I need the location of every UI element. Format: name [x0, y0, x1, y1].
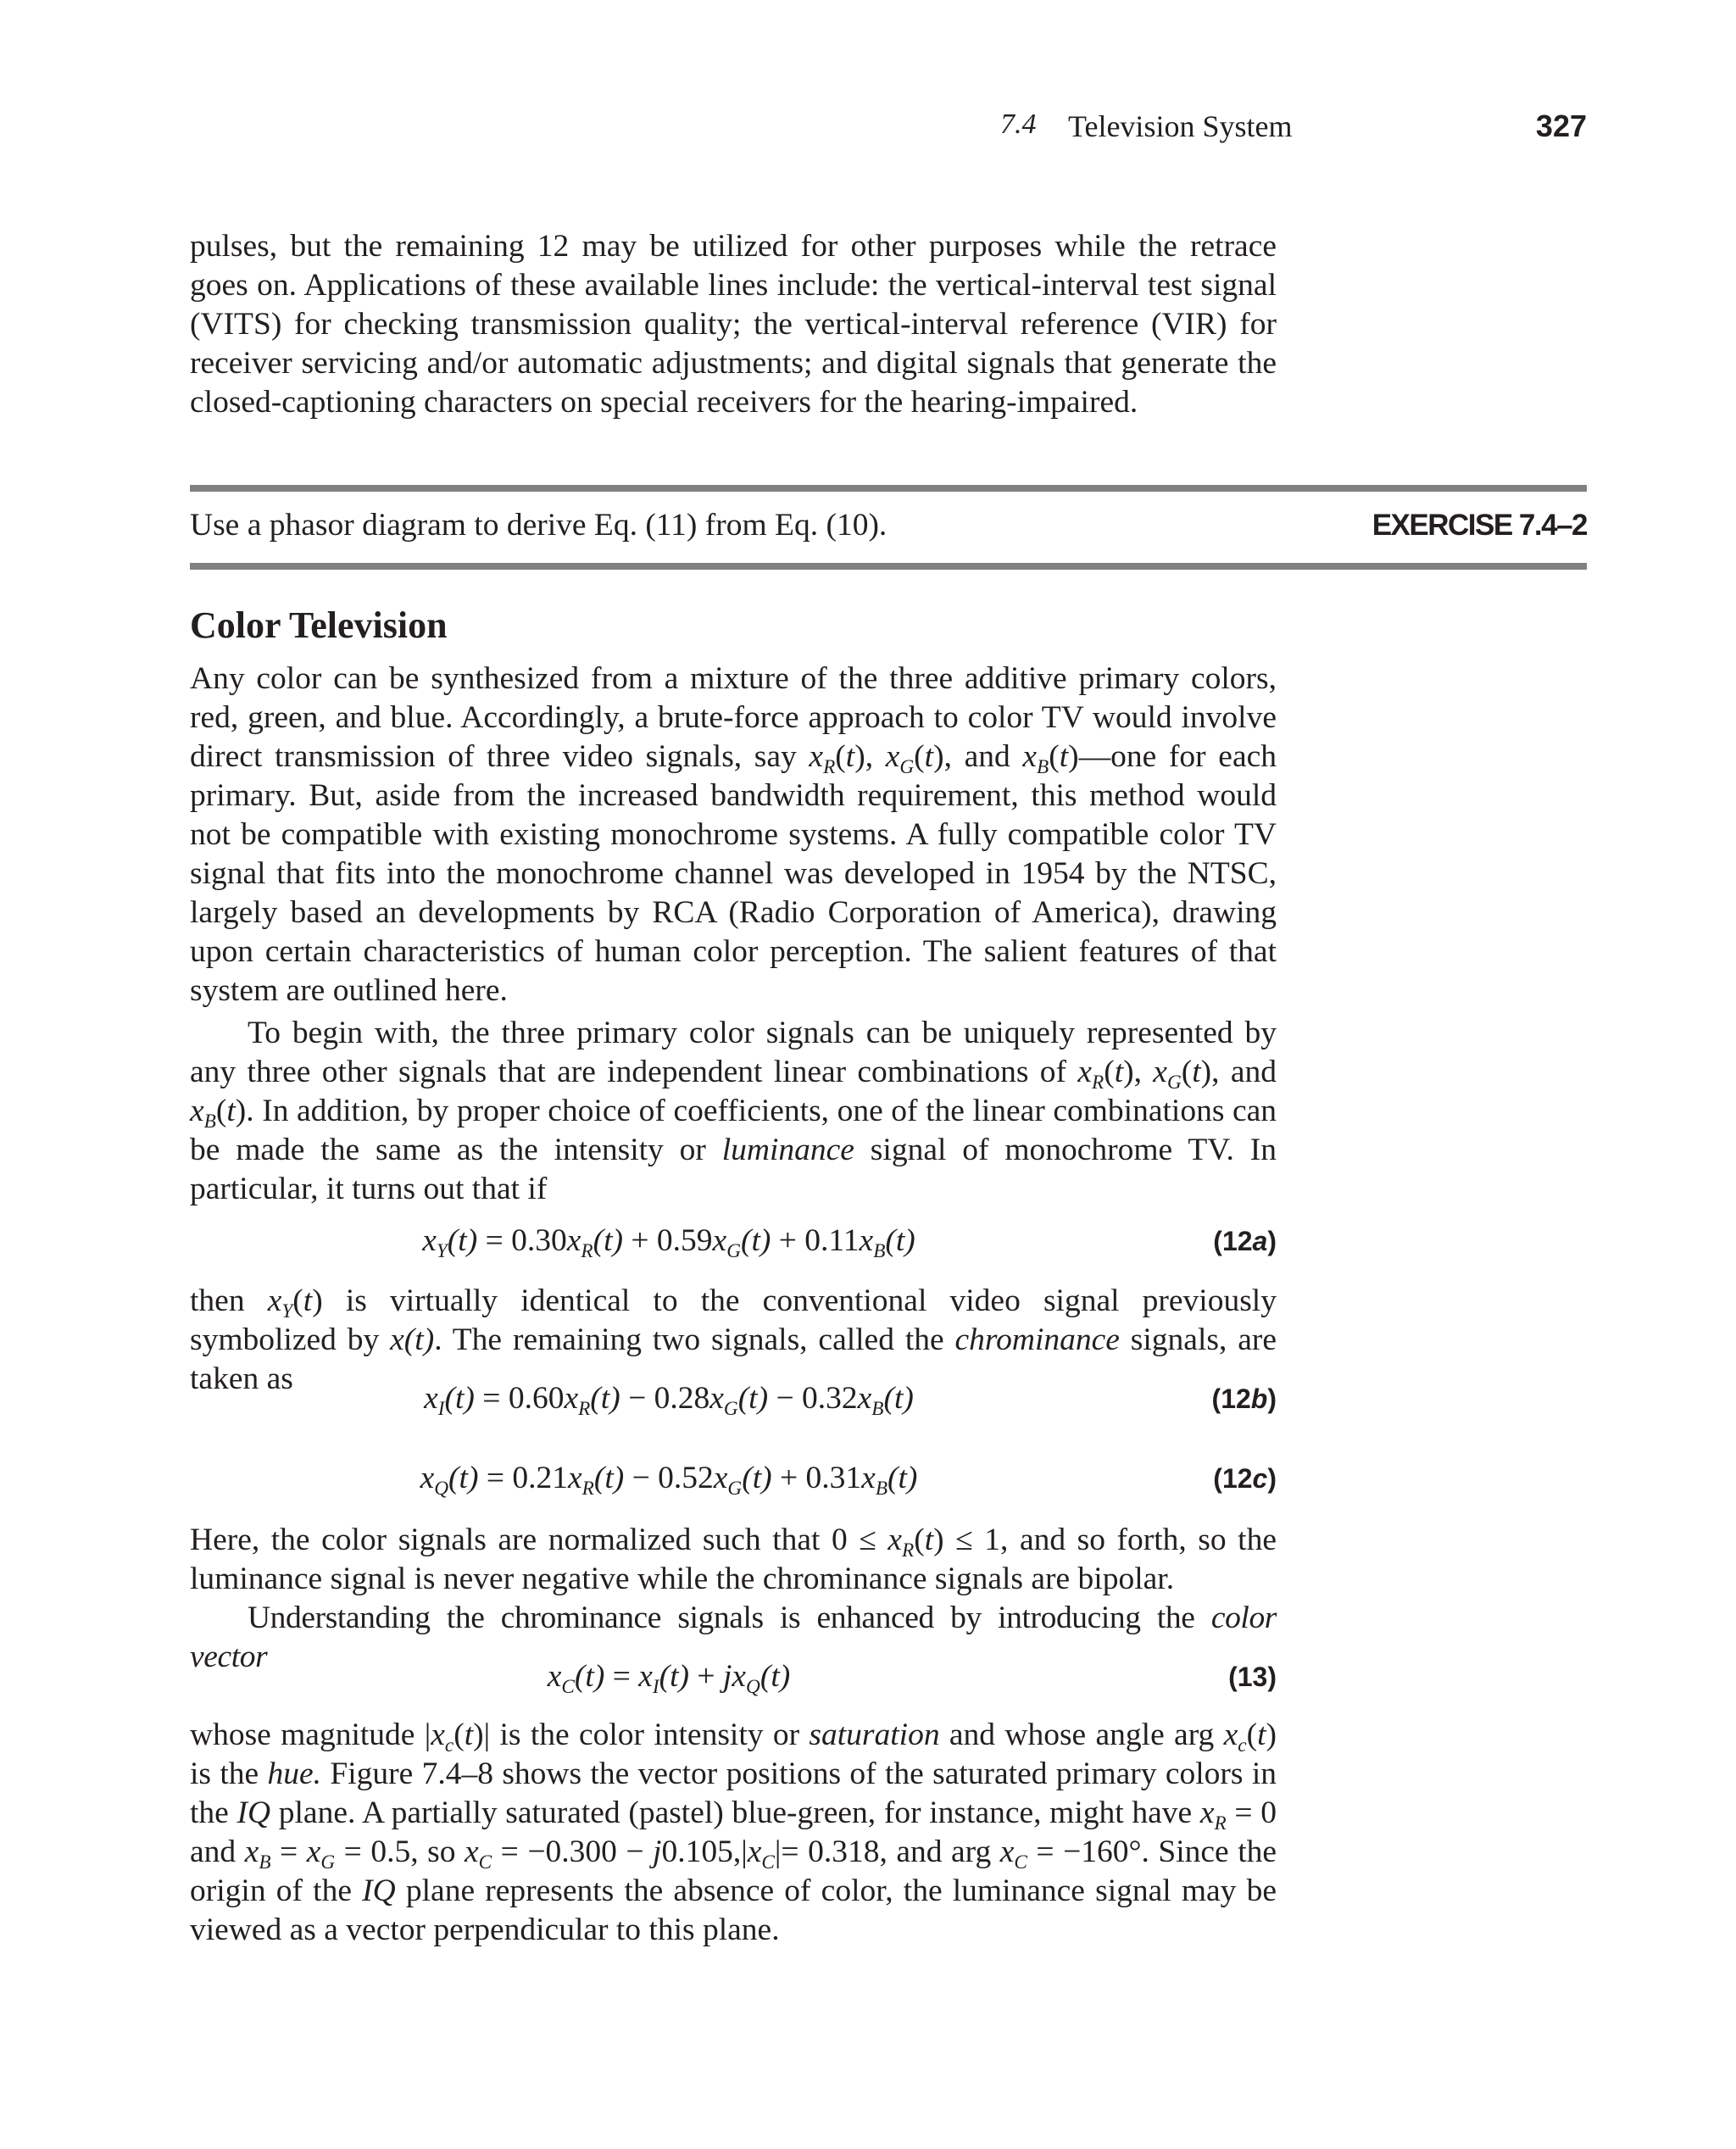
- text-run: and whose angle arg: [939, 1718, 1224, 1752]
- equation-number-letter: a: [1252, 1226, 1268, 1256]
- math-xb: $x_B$: [190, 1094, 216, 1133]
- equation-number-main: (12: [1213, 1226, 1253, 1256]
- text-run: = −0.300 −: [492, 1834, 654, 1869]
- emphasis-hue: hue.: [267, 1757, 322, 1791]
- coefficient: 0.52: [658, 1461, 714, 1495]
- text-run: is the: [190, 1757, 268, 1791]
- text-run: = 0 and: [190, 1795, 1277, 1869]
- math-xg: $x_G$: [306, 1834, 336, 1874]
- text-run: Understanding the chrominance signals is enhanced by introducing the: [248, 1601, 1211, 1635]
- paragraph-text: then $x_Y(t)$ is virtually identical to the conventional video signal previously symbolized by x(t). The remaining two signals, called the chrominance signals, are taken as: [190, 1283, 1277, 1396]
- text-run: plane. A partially saturated (pastel) blue-green, for instance, might have: [270, 1795, 1200, 1830]
- page-number: 327: [1535, 109, 1587, 143]
- text-run: Any color can be synthesized from a mixture of the three additive primary colors, red, green, and blue. Accordingly, a brute-force approach to color TV would involve direct transmission of three video signals, say: [190, 661, 1277, 774]
- coefficient: 0.59: [656, 1223, 713, 1258]
- text-run: Here, the color signals are normalized such that 0 ≤: [190, 1523, 888, 1557]
- text-run: —one for each primary. But, aside from the increased bandwidth requirement, this method would not be compatible with existing monochrome systems. A fully compatible color TV signal that fits into the monochrome channel was developed in 1954 by the NTSC, largely based an developments by RCA (Radio Corporation of America), drawing upon certain characteristics of human color perception. The salient features of that system are outlined here.: [190, 739, 1277, 1008]
- math-xc: $x_C$: [999, 1834, 1027, 1874]
- equation-body: $x_I(t) = 0.60x_R(t) - 0.28x_G(t) - 0.32x_B(t)$: [424, 1381, 914, 1421]
- equation-number-end: ): [1267, 1463, 1277, 1494]
- math-xr: $x_R$: [1077, 1055, 1104, 1094]
- text-run: = 0.5, so: [335, 1834, 465, 1869]
- math-xg: $x_G$: [1153, 1055, 1182, 1094]
- math-xr: $x_R$: [887, 1523, 915, 1562]
- coefficient: 0.21: [512, 1461, 568, 1495]
- coefficient: 0.31: [805, 1461, 862, 1495]
- emphasis-chrominance: chrominance: [954, 1322, 1120, 1357]
- equation-body: $x_C(t) = x_I(t) + jx_Q(t)$: [547, 1659, 791, 1699]
- coefficient: 0.28: [654, 1381, 710, 1416]
- text-run: whose magnitude |: [190, 1718, 431, 1752]
- paragraph-text: Here, the color signals are normalized such that $0 \le x_R(t) \le 1$, and so forth, so the luminance signal is never negative while the chrominance signals are bipolar.: [190, 1523, 1277, 1596]
- math-xr: $x_R$: [809, 739, 836, 779]
- paragraph-text: pulses, but the remaining 12 may be utilized for other purposes while the retrace goes on. Applications of these available lines include: the vertical-interval test signal (VITS) for checking transmission quality; the vertical-interval reference (VIR) for receiver servicing and/or automatic adjustments; and digital signals that generate the closed-captioning characters on special receivers for the hearing-impaired.: [190, 229, 1277, 420]
- emphasis-saturation: saturation: [809, 1718, 940, 1752]
- equation-number: (13): [1228, 1662, 1277, 1692]
- math-xc: $x_C$: [747, 1834, 775, 1874]
- equation-12c: [190, 1460, 1277, 1500]
- coefficient: 0.11: [804, 1223, 860, 1258]
- math-iq: IQ: [236, 1795, 271, 1830]
- section-heading: Color Television: [190, 604, 448, 646]
- text-run: is virtually identical to the conventional video signal previously symbolized by: [190, 1283, 1277, 1357]
- equation-12b: [190, 1380, 1277, 1421]
- text-run: , and: [1211, 1055, 1277, 1089]
- math-xc: $x_c$: [431, 1718, 454, 1757]
- math-j: j: [653, 1834, 662, 1869]
- coefficient: 0.30: [511, 1223, 567, 1258]
- text-run: | is the color intensity or: [483, 1718, 810, 1752]
- paragraph-text: Any color can be synthesized from a mixture of the three additive primary colors, red, green, and blue. Accordingly, a brute-force approach to color TV would involve direct transmission of three video signals, say $x_R(t)$, $x_G(t)$, and $x_B(t)—one$ for each primary. But, aside from the increased bandwidth requirement, this method would not be compatible with existing monochrome systems. A fully compatible color TV signal that fits into the monochrome channel was developed in 1954 by the NTSC, largely based an developments by RCA (Radio Corporation of America), drawing upon certain characteristics of human color perception. The salient features of that system are outlined here.: [190, 661, 1277, 1008]
- equation-number-end: ): [1267, 1383, 1277, 1414]
- text-run: ≤ 1, and so forth, so the luminance signal is never negative while the chrominance signals are bipolar.: [190, 1523, 1277, 1596]
- coefficient: 0.32: [802, 1381, 858, 1416]
- text-run: . The remaining two signals, called the: [434, 1322, 955, 1357]
- equation-number-end: ): [1267, 1226, 1277, 1256]
- math-xt: x(t): [390, 1322, 435, 1357]
- text-run: signals, are taken as: [190, 1322, 1277, 1396]
- math-xb: $x_B$: [244, 1834, 271, 1874]
- text-run: . In addition, by proper choice of coefficients, one of the linear combinations can be made the same as the intensity or: [190, 1094, 1277, 1167]
- equation-number-letter: b: [1250, 1383, 1268, 1414]
- exercise-label: EXERCISE 7.4–2: [1372, 509, 1587, 542]
- exercise-box: [190, 485, 1587, 570]
- text-run: Figure 7.4–8 shows the vector positions of the saturated primary colors in the: [190, 1757, 1277, 1830]
- exercise-text: Use a phasor diagram to derive Eq. (11) from Eq. (10).: [190, 508, 887, 543]
- paragraph-intro: [190, 227, 1277, 422]
- equation-number: [1213, 1463, 1277, 1495]
- paragraph-text: To begin with, the three primary color signals can be uniquely represented by any three other signals that are independent linear combinations of $x_R(t)$, $x_G(t)$, and $x_B(t)$. In addition, by proper choice of coefficients, one of the linear combinations can be made the same as the intensity or luminance signal of monochrome TV. In particular, it turns out that if: [190, 1016, 1277, 1206]
- paragraph-color-tv: [190, 660, 1277, 1010]
- text-run: signal of monochrome TV. In particular, it turns out that if: [190, 1133, 1277, 1206]
- math-xr: $x_R$: [1199, 1795, 1227, 1835]
- emphasis-luminance: luminance: [721, 1133, 854, 1167]
- emphasis-color-vector: color vector: [190, 1601, 1277, 1674]
- equation-12a: [190, 1222, 1277, 1263]
- equation-number: [1213, 1226, 1277, 1257]
- equation-13: [190, 1658, 1277, 1699]
- equation-body: $x_Q(t) = 0.21x_R(t) - 0.52x_G(t) + 0.31x_B(t)$: [420, 1461, 918, 1500]
- math-xc: $x_c$: [1223, 1718, 1247, 1757]
- text-run: , and: [943, 739, 1023, 774]
- equation-number-letter: c: [1252, 1463, 1268, 1494]
- section-number: 7.4: [1000, 109, 1037, 140]
- section-title: Television System: [1068, 109, 1293, 143]
- text-run: then: [190, 1283, 268, 1318]
- text-run: = −160°. Since the origin of the: [190, 1834, 1277, 1908]
- text-run: 0.105,|: [661, 1834, 748, 1869]
- text-run: plane represents the absence of color, the luminance signal may be viewed as a vector perpendicular to this plane.: [190, 1873, 1277, 1947]
- math-xy: $x_Y$: [267, 1283, 293, 1323]
- paragraph-saturation-hue: [190, 1716, 1277, 1950]
- math-xc: $x_C$: [464, 1834, 492, 1874]
- math-iq: IQ: [362, 1873, 396, 1908]
- equation-number-main: (12: [1213, 1463, 1253, 1494]
- coefficient: 0.60: [508, 1381, 565, 1416]
- equation-number-main: (12: [1211, 1383, 1251, 1414]
- paragraph-normalization: [190, 1521, 1277, 1599]
- text-run: |= 0.318, and arg: [774, 1834, 1000, 1869]
- text-run: To begin with, the three primary color signals can be uniquely represented by any three other signals that are independent linear combinations of: [190, 1016, 1277, 1089]
- math-xg: $x_G$: [885, 739, 915, 779]
- running-head: [0, 109, 1736, 149]
- equation-number: [1212, 1383, 1277, 1415]
- paragraph-text: whose magnitude $|x_c(t)|$ is the color intensity or saturation and whose angle arg $x_c(t)$ is the hue. Figure 7.4–8 shows the vector positions of the saturated primary colors in the IQ plane. A partially saturated (pastel) blue-green, for instance, might have $x_R = 0$ and $x_B = x_G = 0.5$, so $x_C = -0.300 - j0.105,|x_C|= 0.318$, and arg $x_C = -160^\circ$. Since the origin of the IQ plane represents the absence of color, the luminance signal may be viewed as a vector perpendicular to this plane.: [190, 1718, 1277, 1947]
- math-xb: $x_B$: [1022, 739, 1049, 779]
- equation-body: $x_Y(t) = 0.30x_R(t) + 0.59x_G(t) + 0.11x_B(t)$: [422, 1223, 915, 1263]
- paragraph-linear-combinations: [190, 1014, 1277, 1209]
